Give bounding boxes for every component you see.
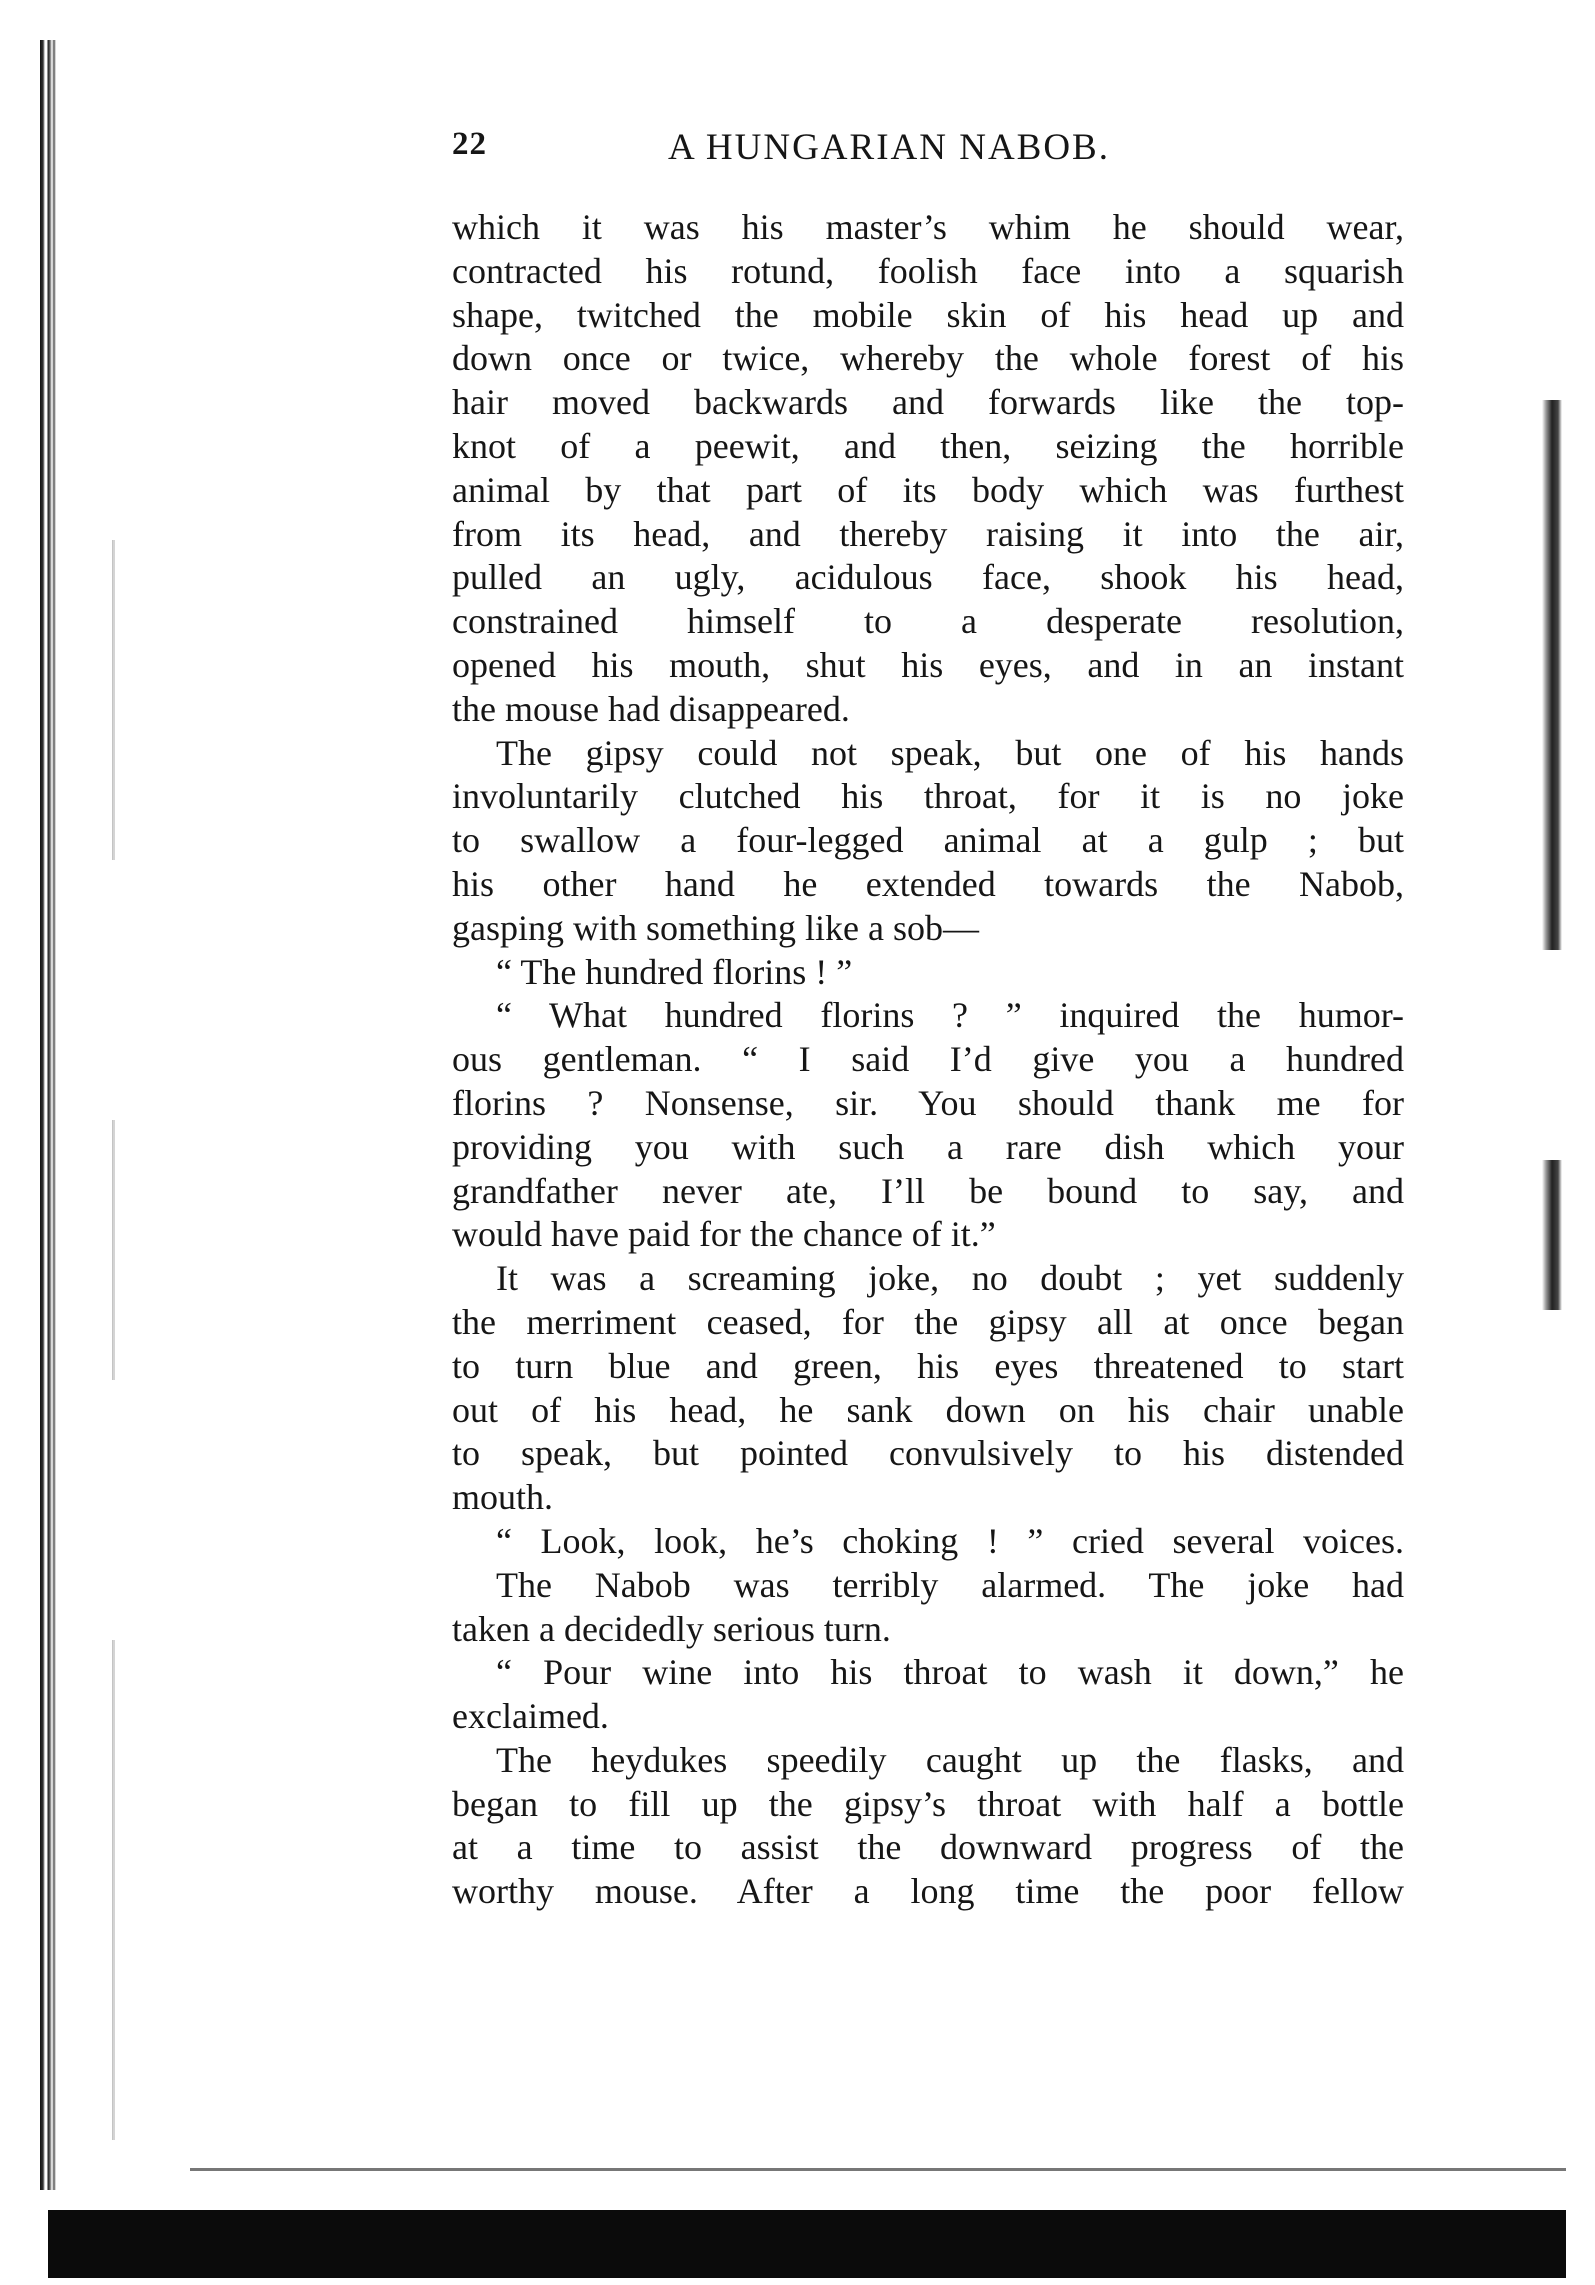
body-text bbox=[452, 206, 1404, 1914]
text-line: which it was his master’s whim he should wear, bbox=[452, 207, 1404, 247]
text-line: to turn blue and green, his eyes threatened to start bbox=[452, 1345, 1404, 1386]
text-line: began to fill up the gipsy’s throat with half a bottle bbox=[452, 1783, 1404, 1824]
text-line: the mouse had disappeared. bbox=[452, 688, 850, 729]
text-line: The Nabob was terribly alarmed. The joke had bbox=[496, 1564, 1404, 1605]
text-line: knot of a peewit, and then, seizing the horrible bbox=[452, 425, 1404, 466]
text-line: “ What hundred florins ? ” inquired the humor- bbox=[496, 995, 1404, 1036]
text-line: “ Pour wine into his throat to wash it down,” he bbox=[496, 1652, 1404, 1693]
text-line: out of his head, he sank down on his chair unable bbox=[452, 1389, 1404, 1430]
running-head bbox=[452, 126, 1452, 176]
fore-edge-shadow-upper bbox=[1542, 400, 1562, 950]
gutter-shadow-upper bbox=[112, 540, 116, 860]
fore-edge-shadow-lower bbox=[1542, 1160, 1562, 1310]
text-line: the merriment ceased, for the gipsy all at once began bbox=[452, 1301, 1404, 1342]
text-line: The heydukes speedily caught up the flasks, and bbox=[496, 1739, 1404, 1780]
bottom-edge-shadow bbox=[48, 2210, 1566, 2278]
binding-edge-shadow bbox=[40, 40, 58, 2190]
text-line: animal by that part of its body which was furthest bbox=[452, 469, 1404, 510]
text-line: It was a screaming joke, no doubt ; yet suddenly bbox=[496, 1258, 1404, 1299]
text-line: grandfather never ate, I’ll be bound to say, and bbox=[452, 1170, 1404, 1211]
text-line: hair moved backwards and forwards like the top- bbox=[452, 382, 1404, 423]
text-line: The gipsy could not speak, but one of his hands bbox=[496, 732, 1404, 773]
text-line: “ Look, look, he’s choking ! ” cried several voices. bbox=[496, 1520, 1404, 1561]
text-line: florins ? Nonsense, sir. You should thank me for bbox=[452, 1082, 1404, 1123]
text-line: contracted his rotund, foolish face into a squarish bbox=[452, 250, 1404, 291]
text-line: taken a decidedly serious turn. bbox=[452, 1608, 891, 1649]
text-line: gasping with something like a sob— bbox=[452, 907, 979, 948]
text-line: involuntarily clutched his throat, for it is no joke bbox=[452, 776, 1404, 817]
text-line: shape, twitched the mobile skin of his head up and bbox=[452, 294, 1404, 335]
text-line: mouth. bbox=[452, 1477, 554, 1518]
text-line: exclaimed. bbox=[452, 1696, 609, 1737]
book-title: A HUNGARIAN NABOB. bbox=[668, 127, 1110, 168]
text-line: ous gentleman. “ I said I’d give you a hundred bbox=[452, 1039, 1404, 1080]
text-line: constrained himself to a desperate resolution, bbox=[452, 601, 1404, 642]
text-line: to speak, but pointed convulsively to his distended bbox=[452, 1433, 1404, 1474]
text-line: opened his mouth, shut his eyes, and in an instant bbox=[452, 644, 1404, 685]
gutter-shadow-middle bbox=[112, 1120, 116, 1380]
text-line: at a time to assist the downward progress of the bbox=[452, 1827, 1404, 1868]
text-line: “ The hundred florins ! ” bbox=[496, 951, 853, 992]
text-line: would have paid for the chance of it.” bbox=[452, 1214, 996, 1255]
text-line: providing you with such a rare dish which your bbox=[452, 1126, 1404, 1167]
text-line: to swallow a four-legged animal at a gulp ; but bbox=[452, 820, 1404, 861]
bottom-edge-rule bbox=[190, 2168, 1566, 2171]
text-line: his other hand he extended towards the Nabob, bbox=[452, 863, 1404, 904]
gutter-shadow-lower bbox=[112, 1640, 116, 2140]
text-line: down once or twice, whereby the whole forest of his bbox=[452, 338, 1404, 379]
text-line: pulled an ugly, acidulous face, shook his head, bbox=[452, 557, 1404, 598]
page-number: 22 bbox=[452, 126, 487, 162]
text-line: worthy mouse. After a long time the poor fellow bbox=[452, 1871, 1404, 1912]
text-line: from its head, and thereby raising it into the air, bbox=[452, 513, 1404, 554]
